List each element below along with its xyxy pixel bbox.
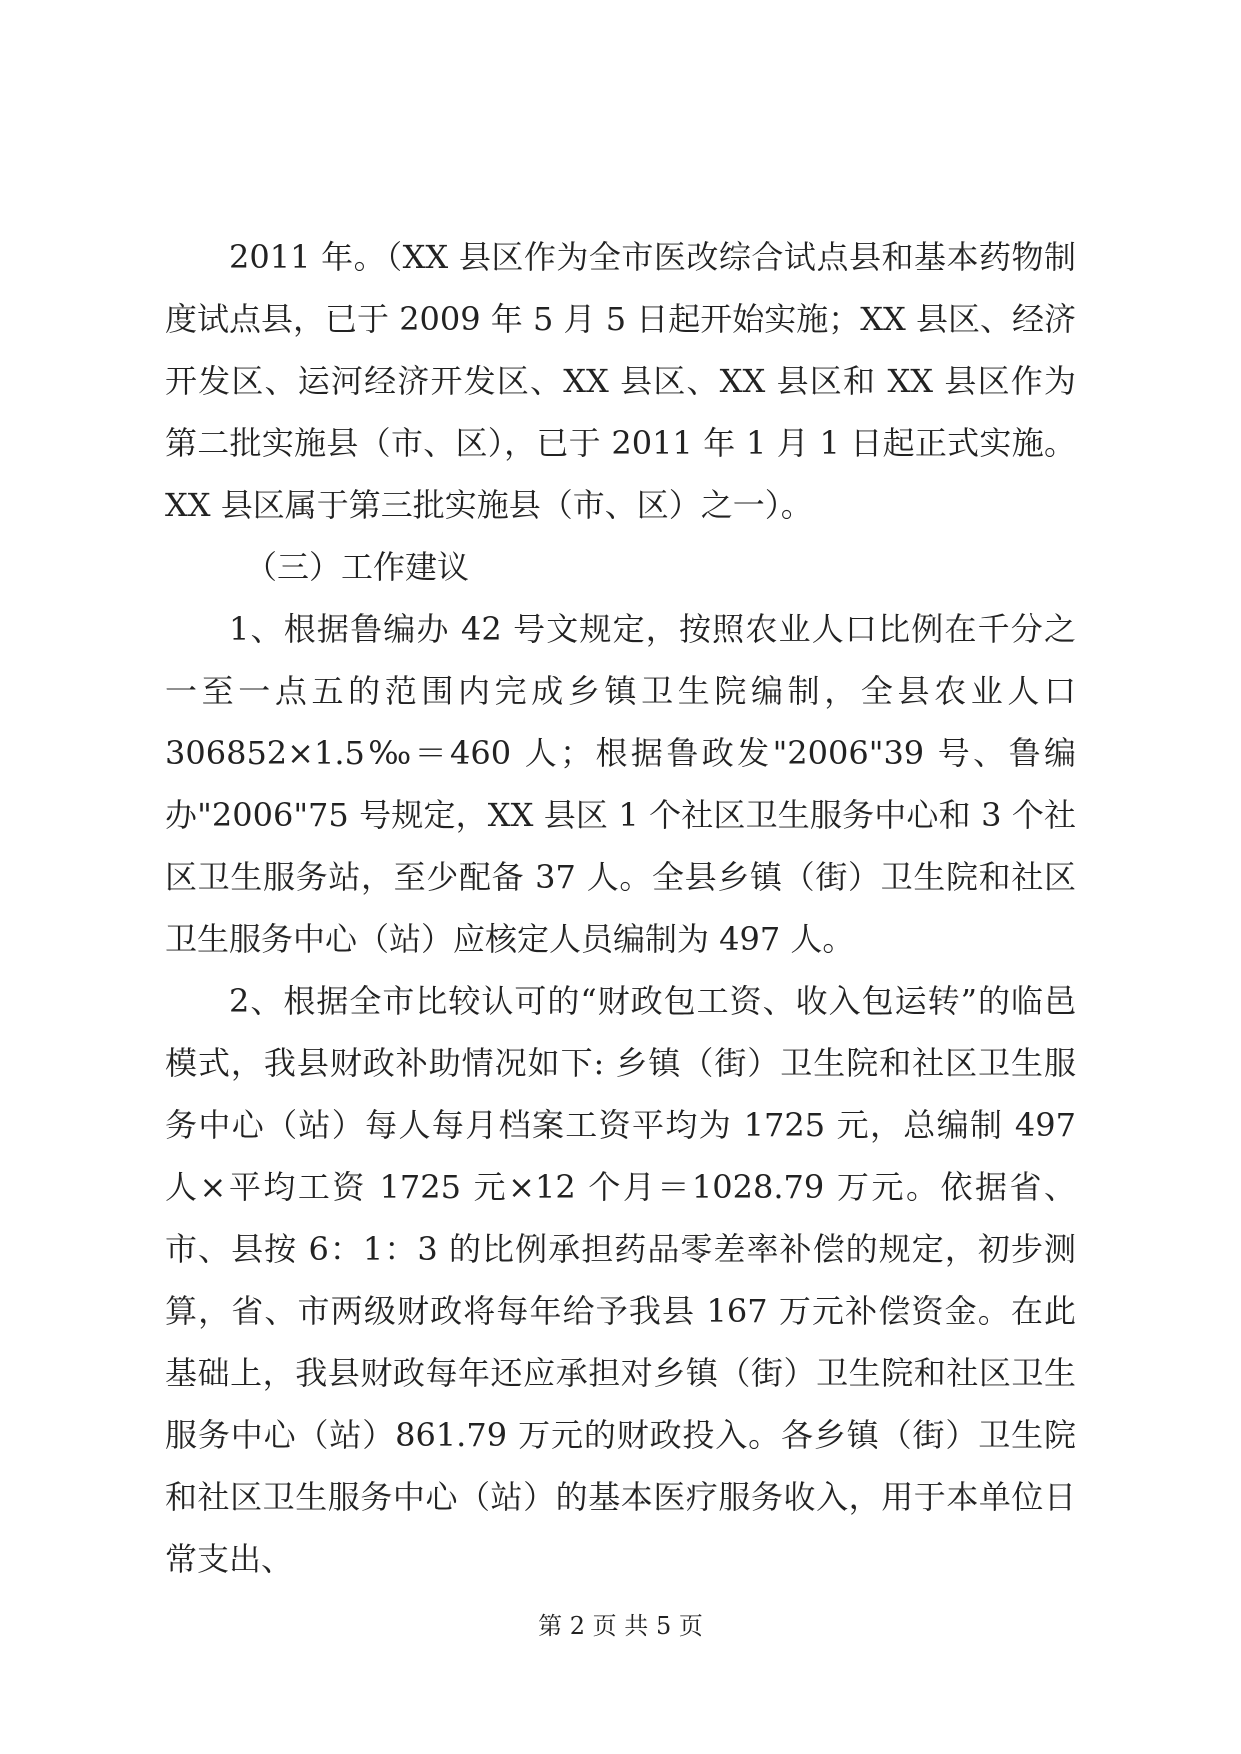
paragraph-staffing-quota: 1、根据鲁编办 42 号文规定，按照农业人口比例在千分之一至一点五的范围内完成乡镇卫生院编制，全县农业人口 306852×1.5‰＝460 人；根据鲁政发"2006"39 号、鲁编办"2006"75 号规定，XX 县区 1 个社区卫生服务中心和 3 个社区卫生服务站，至少配备 37 人。全县乡镇（街）卫生院和社区卫生服务中心（站）应核定人员编制为 497 人。 xyxy=(165,610,1076,958)
document-body xyxy=(165,226,1076,1590)
section-heading-work-suggestions: （三）工作建议 xyxy=(245,548,470,586)
paragraph-implementation-timeline: 2011 年。（XX 县区作为全市医改综合试点县和基本药物制度试点县，已于 2009 年 5 月 5 日起开始实施；XX 县区、经济开发区、运河经济开发区、XX 县区、XX 县区和 XX 县区作为第二批实施县（市、区），已于 2011 年 1 月 1 日起正式实施。XX 县区属于第三批实施县（市、区）之一）。 xyxy=(165,238,1076,524)
page-footer: 第 2 页 共 5 页 xyxy=(538,1612,703,1640)
paragraph-fiscal-subsidy: 2、根据全市比较认可的“财政包工资、收入包运转”的临邑模式，我县财政补助情况如下: 乡镇（街）卫生院和社区卫生服务中心（站）每人每月档案工资平均为 1725 元，总编制 497 人×平均工资 1725 元×12 个月＝1028.79 万元。依据省、市、县按 6：1：3 的比例承担药品零差率补偿的规定，初步测算，省、市两级财政将每年给予我县 167 万元补偿资金。在此基础上，我县财政每年还应承担对乡镇（街）卫生院和社区卫生服务中心（站）861.79 万元的财政投入。各乡镇（街）卫生院和社区卫生服务中心（站）的基本医疗服务收入，用于本单位日常支出、 xyxy=(165,982,1076,1578)
